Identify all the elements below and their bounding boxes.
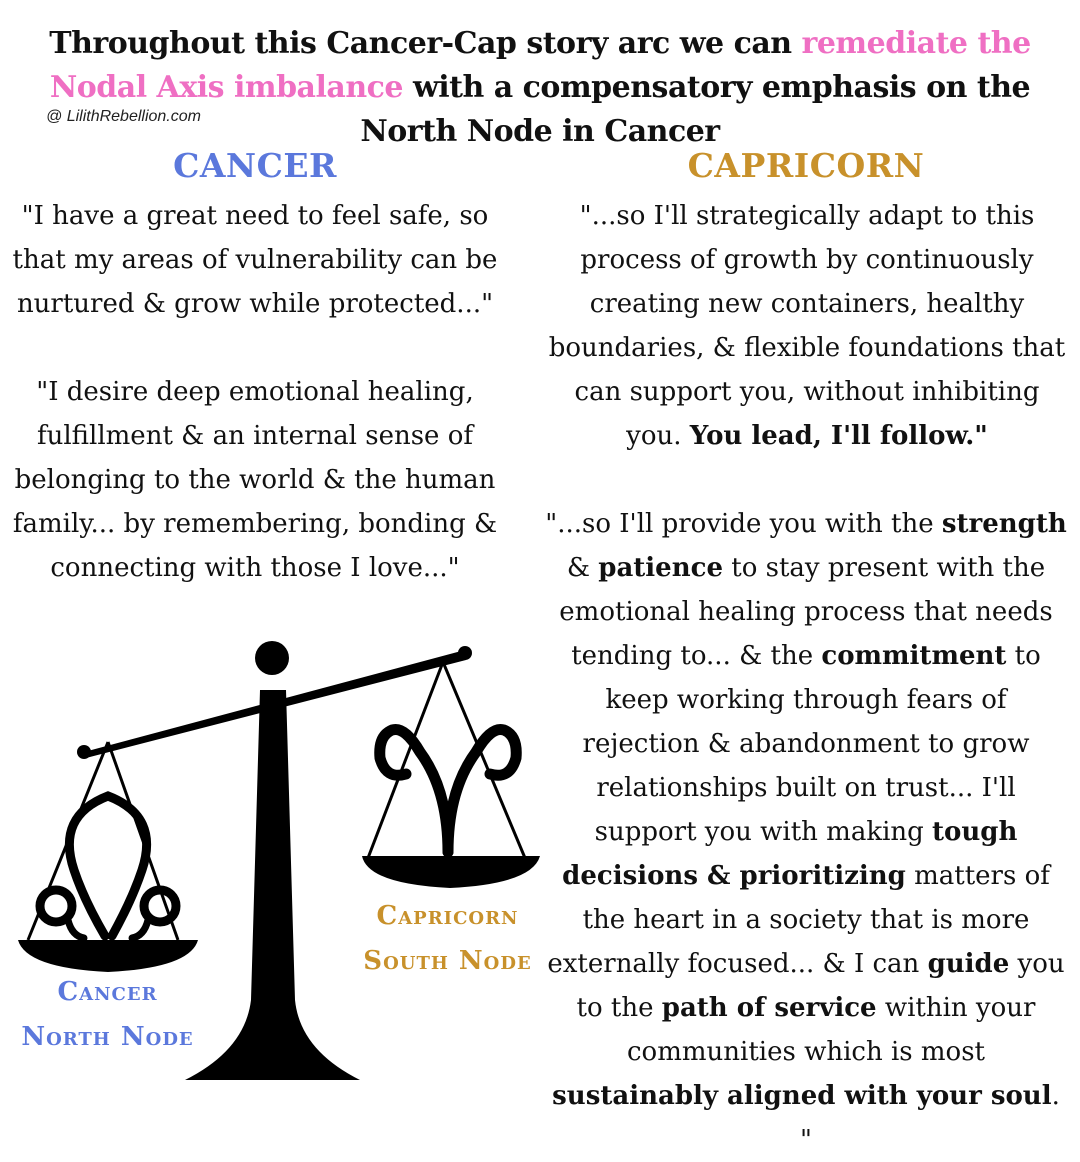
- capricorn-quote-2: [544, 502, 1068, 1162]
- cq2-b7: sustainably aligned with your soul: [552, 1081, 1052, 1111]
- capricorn-quote-1: [546, 194, 1068, 458]
- capricorn-title: CAPRICORN: [687, 146, 925, 185]
- cq2-t5: matters of the heart in a society that is more externally focused... & I can: [547, 861, 1050, 979]
- cq2-t7: within your communities which is most: [627, 993, 1036, 1067]
- headline-text-b: with a compensatory emphasis on the North Node in Cancer: [360, 70, 1031, 149]
- cancer-quote-1: "I have a great need to feel safe, so that my areas of vulnerability can be nurtured & grow while protected...": [12, 201, 498, 319]
- cq2-t6: you to the: [576, 949, 1065, 1023]
- cq2-t8: . ": [800, 1081, 1060, 1155]
- cq2-t1: "...so I'll provide you with the: [545, 509, 942, 539]
- headline-highlight: remediate the Nodal Axis imbalance: [49, 26, 1031, 105]
- capricorn-quote-1-bold: You lead, I'll follow.": [689, 421, 988, 451]
- right-label-line-2: South Node: [363, 946, 532, 976]
- scale-left-end-knob: [77, 745, 91, 759]
- cq2-t3: to stay present with the emotional healing process that needs tending to... & the: [559, 553, 1053, 671]
- scale-top-knob: [255, 641, 289, 675]
- cq2-b3: commitment: [821, 641, 1007, 671]
- left-label-line-2: North Node: [21, 1022, 194, 1052]
- capricorn-quote-1-text: "...so I'll strategically adapt to this process of growth by continuously creating new containers, healthy boundaries, & flexible foundations that can support you, without inhibiting you.: [548, 201, 1066, 451]
- cancer-title: CANCER: [173, 146, 337, 185]
- capricorn-south-node-label: [355, 894, 540, 984]
- right-label-line-1: Capricorn: [376, 901, 519, 931]
- scale-right-end-knob: [458, 646, 472, 660]
- cq2-b6: path of service: [661, 993, 877, 1023]
- leo-symbol-icon: [40, 796, 176, 938]
- cq2-b4: tough decisions & prioritizing: [562, 817, 1018, 891]
- cq2-t2: &: [566, 553, 599, 583]
- cq2-b2: patience: [598, 553, 723, 583]
- cq2-b5: guide: [927, 949, 1010, 979]
- site-credit: @ LilithRebellion.com: [46, 108, 201, 125]
- headline-text-a: Throughout this Cancer-Cap story arc we can: [49, 26, 802, 61]
- cancer-quote-2: "I desire deep emotional healing, fulfillment & an internal sense of belonging to the world & the human family... by remembering, bonding & connecting with those I love...": [12, 377, 498, 583]
- cancer-north-node-label: [0, 970, 215, 1060]
- headline: [20, 22, 1060, 154]
- cq2-b1: strength: [941, 509, 1067, 539]
- left-label-line-1: Cancer: [57, 977, 158, 1007]
- cq2-t4: to keep working through fears of rejection & abandonment to grow relationships built on trust... I'll support you with making: [582, 641, 1041, 847]
